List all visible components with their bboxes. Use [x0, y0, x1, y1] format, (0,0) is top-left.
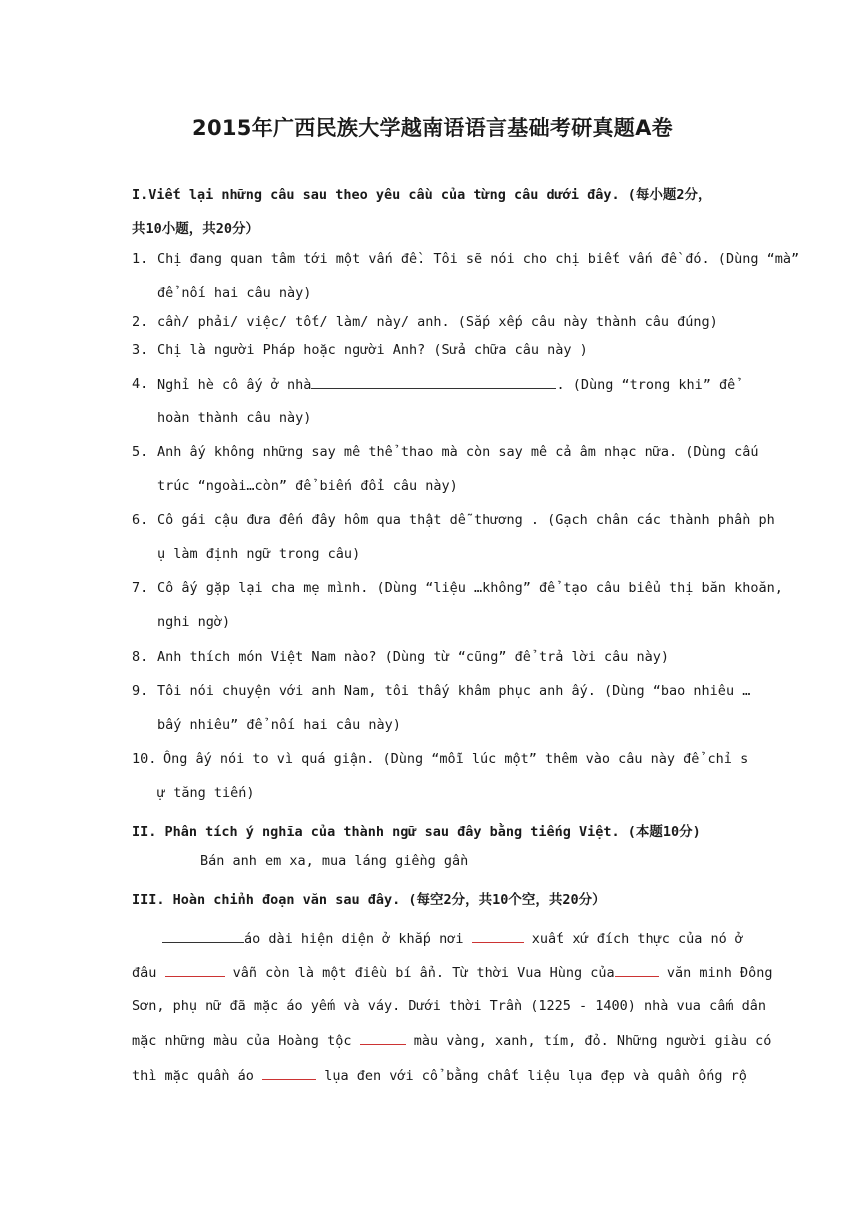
section-1-heading-cont [132, 217, 737, 237]
answer-blank[interactable] [472, 930, 524, 943]
item-text-cont: trúc “ngoài…còn” để biến đổi câu này) [157, 478, 458, 494]
item-number: 3. [132, 342, 149, 358]
item-number: 7. [132, 580, 149, 596]
section-1-heading-line2: 共10小题，共20分） [132, 221, 260, 237]
item-number: 9. [132, 683, 149, 699]
section-3-heading: III. Hoàn chỉnh đoạn văn sau đây. (每空2分，共10个空，共20分） [132, 892, 606, 908]
item-number: 4. [132, 376, 149, 392]
item-number: 5. [132, 444, 149, 460]
item-text-cont: ụ làm định ngữ trong câu) [157, 546, 361, 562]
item-text-part: Nghỉ hè cô ấy ở nhà [157, 377, 312, 393]
paragraph-line [132, 1032, 771, 1049]
item-text: Cô gái cậu đưa đến đây hôm qua thật dễ thương . (Gạch chân các thành phần ph [157, 512, 775, 528]
item-text: Chị là người Pháp hoặc người Anh? (Sửa chữa câu này ) [157, 342, 588, 358]
item-text-cont: nghi ngờ) [157, 614, 231, 630]
item-number: 10. [132, 751, 157, 767]
item-text-cont: để nối hai câu này) [157, 285, 312, 301]
section-1-heading-line1: I.Viết lại những câu sau theo yêu cầu của từng câu dưới đây. (每小题2分， [132, 187, 712, 203]
paragraph-text: thì mặc quần áo [132, 1068, 254, 1084]
item-text: Anh ấy không những say mê thể thao mà còn say mê cả âm nhạc nữa. (Dùng cấu [157, 444, 759, 460]
paragraph-text: lụa đen với cổ bằng chất liệu lụa đẹp và quần ống rộ [324, 1068, 747, 1084]
section-2-heading: II. Phân tích ý nghĩa của thành ngữ sau đây bằng tiếng Việt. (本题10分) [132, 824, 701, 840]
item-text: Chị đang quan tâm tới một vấn đề. Tôi sẽ nói cho chị biết vấn đề đó. (Dùng “mà” [157, 251, 800, 267]
item-number: 1. [132, 251, 149, 267]
answer-blank[interactable] [162, 930, 244, 943]
paragraph-text: đâu [132, 965, 157, 981]
paragraph-text: áo dài hiện diện ở khắp nơi [244, 931, 464, 947]
paragraph-text: xuất xứ đích thực của nó ở [531, 931, 744, 947]
item-text: Cô ấy gặp lại cha mẹ mình. (Dùng “liệu …không” để tạo câu biểu thị băn khoăn, [157, 580, 783, 596]
answer-blank[interactable] [262, 1067, 316, 1080]
paragraph-line [132, 964, 773, 981]
answer-blank[interactable] [311, 376, 556, 389]
paragraph-text: màu vàng, xanh, tím, đỏ. Những người giàu có [413, 1033, 772, 1049]
item-text: Ông ấy nói to vì quá giận. (Dùng “mỗi lúc một” thêm vào câu này để chỉ s [163, 751, 749, 767]
item-text-cont: ự tăng tiến) [157, 785, 255, 801]
item-text-cont: bấy nhiêu” để nối hai câu này) [157, 717, 401, 733]
item-text-part: . (Dùng “trong khi” để [556, 377, 736, 393]
item-text: cần/ phải/ việc/ tốt/ làm/ này/ anh. (Sắp xếp câu này thành câu đúng) [157, 314, 718, 330]
item-number: 2. [132, 314, 149, 330]
answer-blank[interactable] [615, 964, 659, 977]
paragraph-line [132, 1067, 747, 1084]
item-text: Anh thích món Việt Nam nào? (Dùng từ “cũng” để trả lời câu này) [157, 649, 670, 665]
item-number: 6. [132, 512, 149, 528]
item-number: 8. [132, 649, 149, 665]
page-title: 2015年广西民族大学越南语语言基础考研真题A卷 [192, 116, 673, 140]
section-1-heading [132, 183, 737, 203]
answer-blank[interactable] [165, 964, 225, 977]
item-text: Tôi nói chuyện với anh Nam, tôi thấy khâm phục anh ấy. (Dùng “bao nhiêu … [157, 683, 751, 699]
item-text-cont: hoàn thành câu này) [157, 410, 312, 426]
paragraph-line: Sơn, phụ nữ đã mặc áo yếm và váy. Dưới thời Trần (1225 - 1400) nhà vua cấm dân [132, 998, 766, 1014]
idiom-text: Bán anh em xa, mua láng giềng gần [200, 853, 469, 869]
item-text [157, 376, 735, 393]
paragraph-text: văn minh Đông [666, 965, 773, 981]
paragraph-line [162, 930, 743, 947]
answer-blank[interactable] [360, 1032, 406, 1045]
paragraph-text: vẫn còn là một điều bí ẩn. Từ thời Vua Hùng của [232, 965, 615, 981]
paragraph-text: mặc những màu của Hoàng tộc [132, 1033, 352, 1049]
